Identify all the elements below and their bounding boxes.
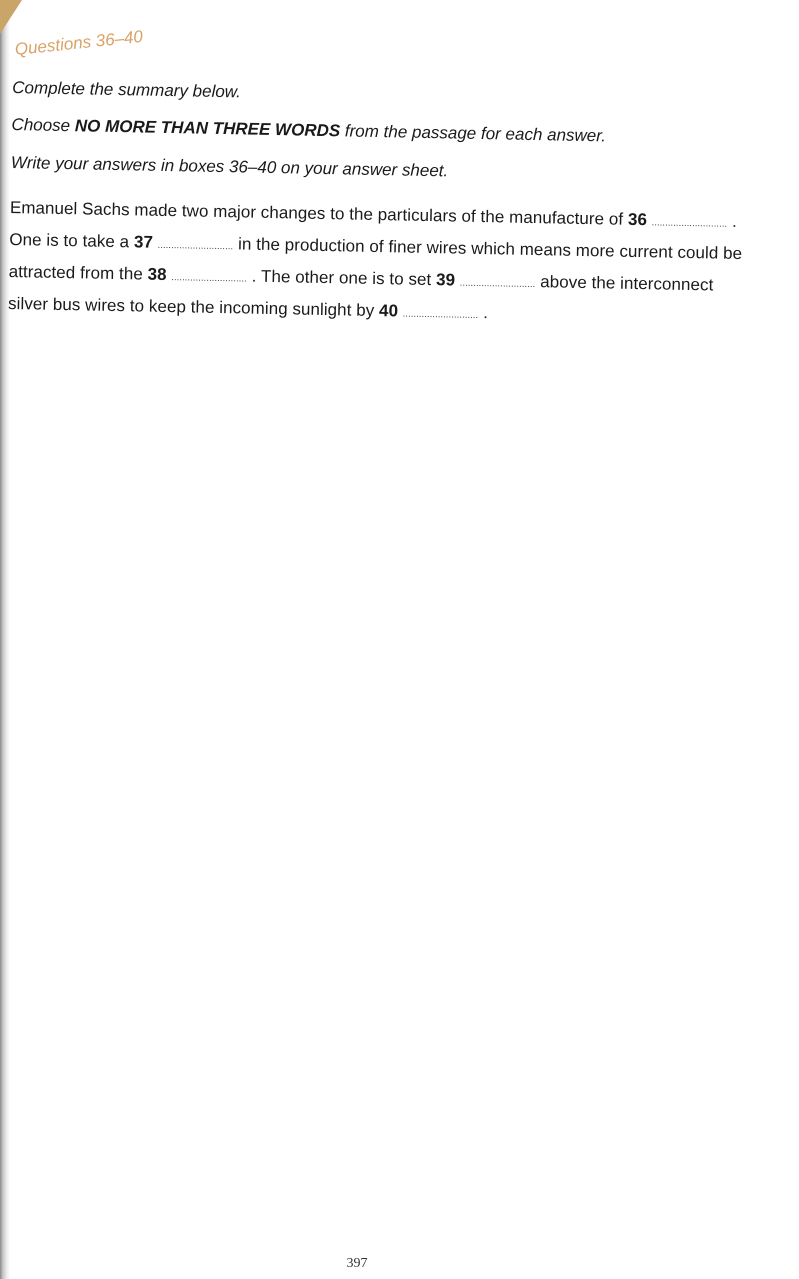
instruction-word-limit-suffix: from the passage for each answer. <box>340 121 607 146</box>
summary-text: Emanuel Sachs made two major changes to the particulars of the manufacture of <box>9 197 629 229</box>
question-number-39: 39 <box>435 270 456 290</box>
instruction-answer-sheet: Write your answers in boxes 36–40 on your answer sheet. <box>10 152 449 181</box>
summary-text: silver bus wires to keep the incoming sunlight by <box>7 293 380 321</box>
instruction-word-limit-bold: NO MORE THAN THREE WORDS <box>74 116 341 141</box>
question-number-37: 37 <box>133 232 154 252</box>
instruction-word-limit-prefix: Choose <box>11 114 76 136</box>
summary-text: attracted from the <box>8 261 148 284</box>
answer-blank-36[interactable]: ............................ <box>651 217 728 229</box>
summary-line-2 <box>9 230 742 264</box>
answer-blank-39[interactable]: ............................ <box>459 277 536 290</box>
answer-blank-38[interactable]: ............................ <box>171 272 248 284</box>
summary-text: One is to take a <box>9 229 135 252</box>
questions-heading: Questions 36–40 <box>13 26 144 59</box>
page-number: 397 <box>346 1256 368 1271</box>
answer-blank-37[interactable]: ............................ <box>157 239 234 252</box>
summary-line-3 <box>9 262 714 296</box>
summary-punctuation: . <box>731 211 738 231</box>
question-number-36: 36 <box>627 209 648 230</box>
summary-line-4 <box>8 294 488 323</box>
binding-edge-shadow <box>0 0 10 1279</box>
instruction-complete-summary: Complete the summary below. <box>12 78 242 102</box>
answer-blank-40[interactable]: ............................ <box>402 308 479 320</box>
summary-line-1 <box>10 198 737 232</box>
summary-text: in the production of finer wires which means more current could be <box>233 234 743 264</box>
summary-text: above the interconnect <box>535 272 714 295</box>
summary-punctuation: . <box>483 303 489 323</box>
summary-text: . The other one is to set <box>251 266 437 290</box>
question-block <box>7 0 774 375</box>
instruction-word-limit <box>11 115 606 146</box>
question-number-40: 40 <box>378 301 399 321</box>
question-number-38: 38 <box>147 264 167 284</box>
